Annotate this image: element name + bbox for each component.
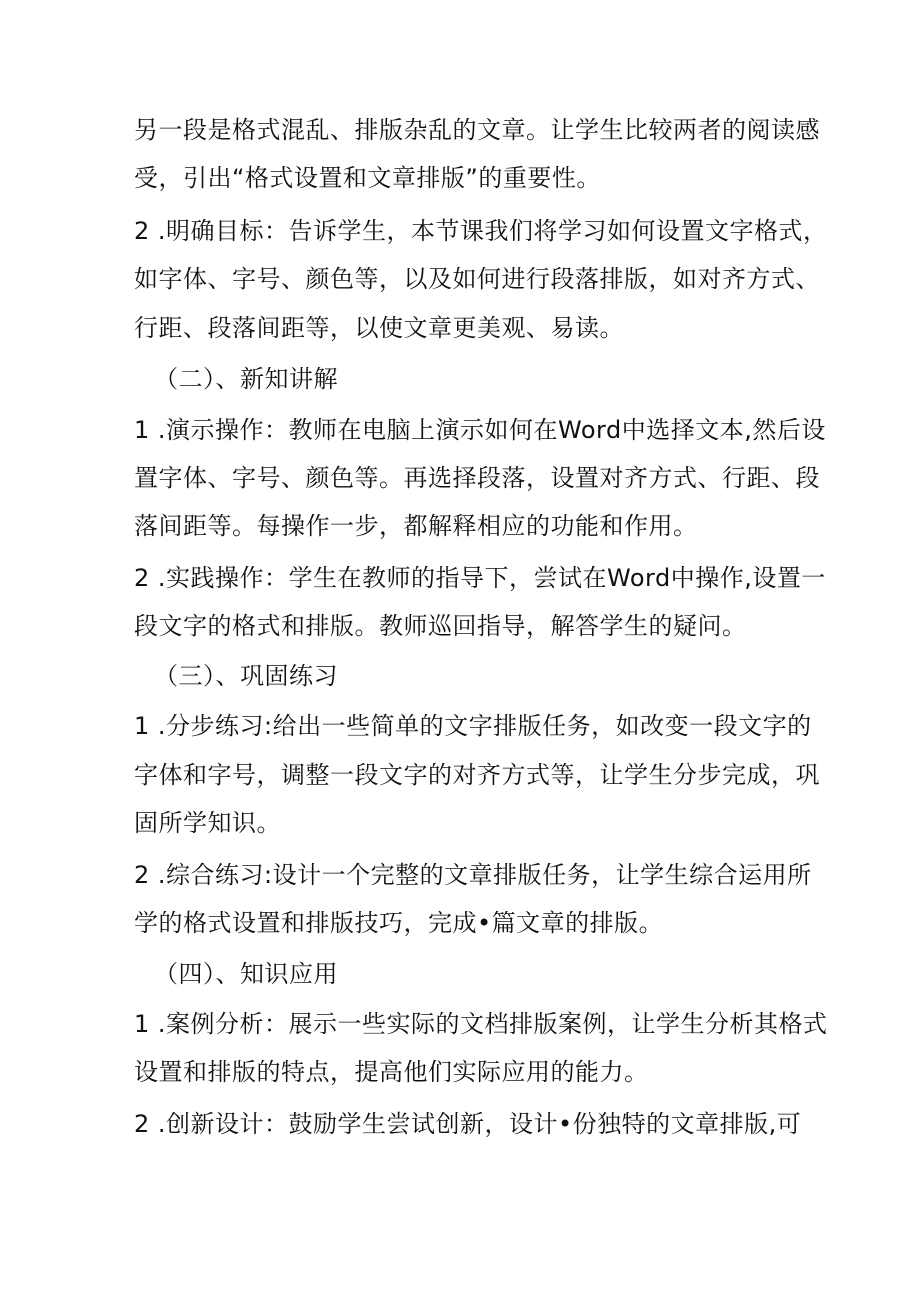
paragraph-line: 另一段是格式混乱、排版杂乱的文章。让学生比较两者的阅读感 bbox=[134, 116, 820, 144]
paragraph-line: 2 .实践操作：学生在教师的指导下，尝试在Word中操作,设置一 bbox=[134, 564, 826, 592]
paragraph-line: 2 .明确目标：告诉学生，本节课我们将学习如何设置文字格式， bbox=[134, 217, 828, 245]
paragraph-line: 设置和排版的特点，提高他们实际应用的能力。 bbox=[134, 1058, 649, 1086]
section-heading: （三）、巩固练习 bbox=[154, 662, 338, 690]
paragraph-line: 落间距等。每操作一步，都解释相应的功能和作用。 bbox=[134, 512, 698, 540]
paragraph-line: 字体和字号，调整一段文字的对齐方式等，让学生分步完成，巩 bbox=[134, 761, 820, 789]
paragraph-line: 固所学知识。 bbox=[134, 809, 281, 837]
section-heading: （四）、知识应用 bbox=[154, 960, 338, 988]
paragraph-line: 行距、段落间距等，以使文章更美观、易读。 bbox=[134, 314, 624, 342]
paragraph-line: 学的格式设置和排版技巧，完成•篇文章的排版。 bbox=[134, 909, 664, 937]
paragraph-line: 如字体、字号、颜色等，以及如何进行段落排版，如对齐方式、 bbox=[134, 265, 820, 293]
paragraph-line: 1 .分步练习:给出一些简单的文字排版任务，如改变一段文字的 bbox=[134, 712, 812, 740]
section-heading: （二）、新知讲解 bbox=[154, 365, 338, 393]
paragraph-line: 1 .演示操作：教师在电脑上演示如何在Word中选择文本,然后设 bbox=[134, 416, 826, 444]
paragraph-line: 段文字的格式和排版。教师巡回指导，解答学生的疑问。 bbox=[134, 612, 747, 640]
paragraph-line: 受，引出“格式设置和文章排版”的重要性。 bbox=[134, 164, 601, 192]
paragraph-line: 2 .综合练习:设计一个完整的文章排版任务，让学生综合运用所 bbox=[134, 861, 812, 889]
paragraph-line: 2 .创新设计：鼓励学生尝试创新，设计•份独特的文章排版,可 bbox=[134, 1110, 802, 1138]
paragraph-line: 1 .案例分析：展示一些实际的文档排版案例，让学生分析其格式 bbox=[134, 1010, 828, 1038]
paragraph-line: 置字体、字号、颜色等。再选择段落，设置对齐方式、行距、段 bbox=[134, 464, 820, 492]
